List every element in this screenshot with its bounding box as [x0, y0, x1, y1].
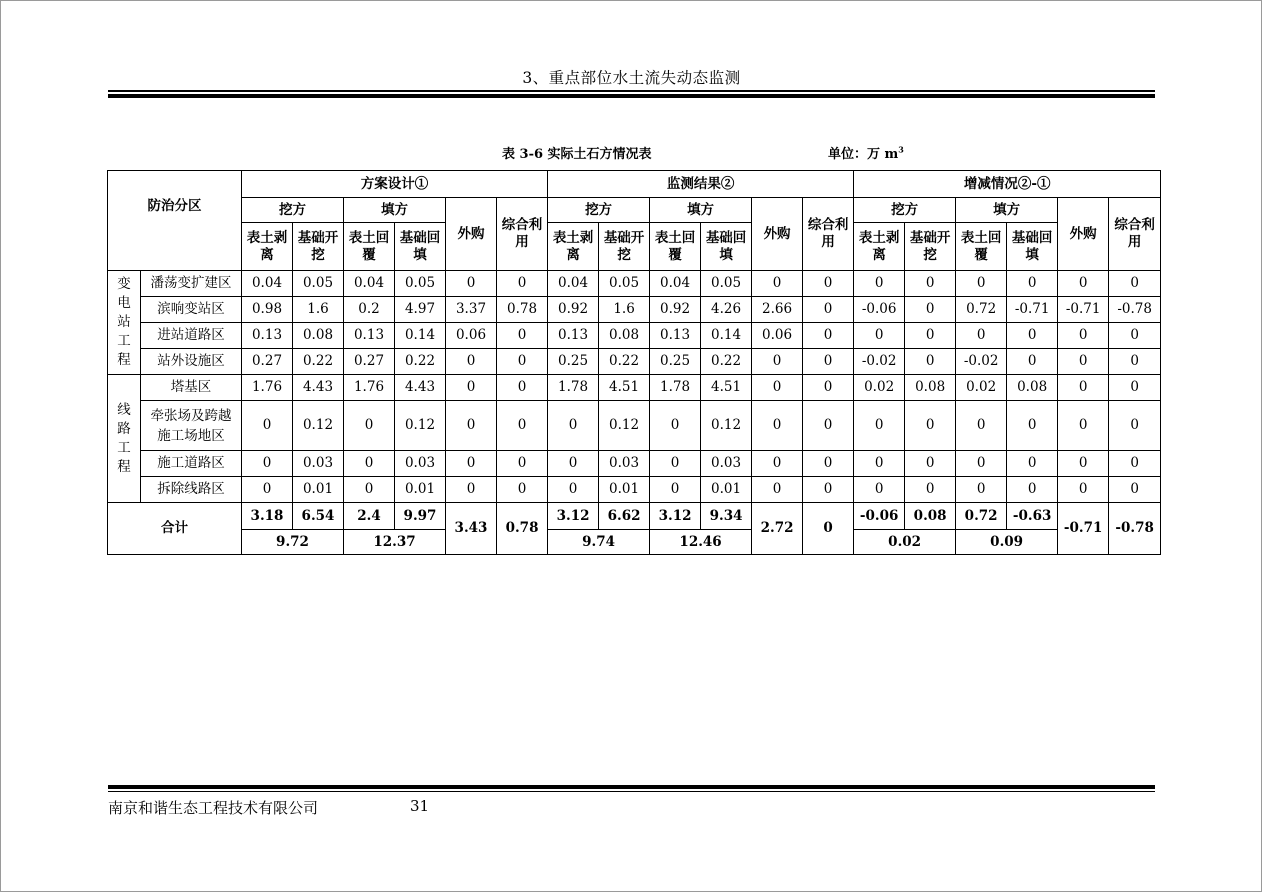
total-cell: 9.97	[395, 503, 446, 530]
value-cell: 0.12	[293, 401, 344, 451]
total-fill-sum: 12.46	[650, 530, 752, 555]
column-header: 基础回填	[395, 223, 446, 271]
value-cell: 0	[956, 271, 1007, 297]
value-cell: 0.03	[395, 451, 446, 477]
value-cell: 0.12	[395, 401, 446, 451]
column-header: 表土回覆	[650, 223, 701, 271]
value-cell: 2.66	[752, 297, 803, 323]
value-cell: 0	[956, 477, 1007, 503]
value-cell: 0.01	[701, 477, 752, 503]
value-cell: 0.08	[293, 323, 344, 349]
reuse-header: 综合利用	[803, 198, 854, 271]
value-cell: 0	[905, 401, 956, 451]
row-label: 牵张场及跨越施工场地区	[141, 401, 242, 451]
footer-rule-thick	[108, 785, 1155, 789]
page-header-title: 3、重点部位水土流失动态监测	[522, 69, 741, 87]
value-cell: 0	[1007, 349, 1058, 375]
value-cell: 0.13	[242, 323, 293, 349]
value-cell: 0	[446, 271, 497, 297]
value-cell: 0.05	[395, 271, 446, 297]
value-cell: 0.04	[344, 271, 395, 297]
total-label: 合计	[108, 503, 242, 555]
total-cell: 0.08	[905, 503, 956, 530]
value-cell: -0.06	[854, 297, 905, 323]
value-cell: 0.05	[701, 271, 752, 297]
value-cell: 0.08	[599, 323, 650, 349]
value-cell: 0.13	[548, 323, 599, 349]
value-cell: 1.6	[293, 297, 344, 323]
value-cell: 0.05	[293, 271, 344, 297]
value-cell: 4.43	[293, 375, 344, 401]
value-cell: 0	[650, 451, 701, 477]
value-cell: 0	[446, 375, 497, 401]
row-label: 塔基区	[141, 375, 242, 401]
value-cell: 0	[956, 323, 1007, 349]
value-cell: 0.27	[344, 349, 395, 375]
value-cell: 0	[1058, 401, 1109, 451]
value-cell: 0.01	[599, 477, 650, 503]
value-cell: 0	[497, 401, 548, 451]
total-buy-cell: -0.71	[1058, 503, 1109, 555]
reuse-header: 综合利用	[497, 198, 548, 271]
total-cell: 0.72	[956, 503, 1007, 530]
value-cell: 0	[548, 401, 599, 451]
total-buy-cell: 2.72	[752, 503, 803, 555]
dig-header: 挖方	[242, 198, 344, 223]
value-cell: -0.71	[1007, 297, 1058, 323]
value-cell: 0	[905, 477, 956, 503]
value-cell: 3.37	[446, 297, 497, 323]
value-cell: 0	[1058, 477, 1109, 503]
value-cell: 0.22	[599, 349, 650, 375]
value-cell: 4.51	[701, 375, 752, 401]
value-cell: 0	[752, 451, 803, 477]
value-cell: 0	[803, 349, 854, 375]
value-cell: 0	[650, 477, 701, 503]
value-cell: 1.76	[242, 375, 293, 401]
column-header: 基础开挖	[905, 223, 956, 271]
value-cell: 0	[854, 323, 905, 349]
value-cell: 0.78	[497, 297, 548, 323]
value-cell: 0.06	[752, 323, 803, 349]
value-cell: 0.22	[701, 349, 752, 375]
value-cell: 0	[905, 451, 956, 477]
value-cell: 4.51	[599, 375, 650, 401]
table-caption: 表 3-6 实际土石方情况表	[502, 147, 652, 162]
value-cell: 0.01	[395, 477, 446, 503]
value-cell: 0.92	[650, 297, 701, 323]
total-cell: 3.12	[650, 503, 701, 530]
value-cell: 0.08	[905, 375, 956, 401]
value-cell: 0	[344, 451, 395, 477]
value-cell: 0	[905, 297, 956, 323]
value-cell: 0.72	[956, 297, 1007, 323]
value-cell: 0	[905, 271, 956, 297]
value-cell: 0	[1058, 375, 1109, 401]
total-cell: 6.54	[293, 503, 344, 530]
value-cell: 0	[803, 401, 854, 451]
value-cell: 0.03	[599, 451, 650, 477]
value-cell: 0.01	[293, 477, 344, 503]
value-cell: 0	[905, 323, 956, 349]
value-cell: 0	[803, 477, 854, 503]
value-cell: 0	[446, 401, 497, 451]
value-cell: 0	[497, 451, 548, 477]
value-cell: 0.14	[701, 323, 752, 349]
value-cell: 0.12	[701, 401, 752, 451]
value-cell: 0.22	[395, 349, 446, 375]
value-cell: 0	[242, 477, 293, 503]
total-dig-sum: 9.72	[242, 530, 344, 555]
value-cell: 0.13	[650, 323, 701, 349]
value-cell: 0	[242, 401, 293, 451]
value-cell: 0	[803, 297, 854, 323]
value-cell: 0	[1007, 477, 1058, 503]
column-header: 表土剥离	[854, 223, 905, 271]
value-cell: 0	[1058, 349, 1109, 375]
row-label: 进站道路区	[141, 323, 242, 349]
value-cell: 1.78	[548, 375, 599, 401]
column-header: 基础回填	[1007, 223, 1058, 271]
earthwork-table	[107, 170, 1161, 555]
value-cell: -0.02	[854, 349, 905, 375]
total-dig-sum: 9.74	[548, 530, 650, 555]
group-header: 监测结果②	[548, 171, 854, 198]
value-cell: 0	[752, 271, 803, 297]
value-cell: 0.12	[599, 401, 650, 451]
column-header: 基础回填	[701, 223, 752, 271]
value-cell: 0	[497, 477, 548, 503]
value-cell: 0	[956, 451, 1007, 477]
value-cell: 1.76	[344, 375, 395, 401]
value-cell: 0	[803, 451, 854, 477]
column-header: 基础开挖	[293, 223, 344, 271]
value-cell: 0	[854, 451, 905, 477]
value-cell: 0	[956, 401, 1007, 451]
value-cell: 0.92	[548, 297, 599, 323]
value-cell: 0	[905, 349, 956, 375]
value-cell: 0.04	[242, 271, 293, 297]
group-header: 方案设计①	[242, 171, 548, 198]
value-cell: 0	[803, 271, 854, 297]
row-label: 站外设施区	[141, 349, 242, 375]
buy-header: 外购	[446, 198, 497, 271]
total-cell: -0.06	[854, 503, 905, 530]
value-cell: 0	[1058, 271, 1109, 297]
value-cell: 0.08	[1007, 375, 1058, 401]
value-cell: 0	[1109, 271, 1161, 297]
value-cell: 0	[548, 451, 599, 477]
value-cell: 0	[344, 477, 395, 503]
total-cell: 3.12	[548, 503, 599, 530]
dig-header: 挖方	[548, 198, 650, 223]
total-cell: 9.34	[701, 503, 752, 530]
value-cell: 1.6	[599, 297, 650, 323]
total-cell: 3.18	[242, 503, 293, 530]
value-cell: 0	[854, 477, 905, 503]
value-cell: 0.05	[599, 271, 650, 297]
value-cell: 0.02	[854, 375, 905, 401]
value-cell: -0.02	[956, 349, 1007, 375]
value-cell: 0.04	[548, 271, 599, 297]
buy-header: 外购	[752, 198, 803, 271]
dig-header: 挖方	[854, 198, 956, 223]
value-cell: 0	[497, 323, 548, 349]
reuse-header: 综合利用	[1109, 198, 1161, 271]
value-cell: 0	[446, 451, 497, 477]
value-cell: 0	[752, 349, 803, 375]
value-cell: 0	[446, 477, 497, 503]
column-header: 表土剥离	[242, 223, 293, 271]
fill-header: 填方	[956, 198, 1058, 223]
value-cell: 0.98	[242, 297, 293, 323]
total-reuse-cell: 0	[803, 503, 854, 555]
group-header: 增减情况②-①	[854, 171, 1161, 198]
value-cell: 0.25	[650, 349, 701, 375]
value-cell: 0	[1109, 477, 1161, 503]
value-cell: 0	[752, 375, 803, 401]
value-cell: 0	[1109, 349, 1161, 375]
total-buy-cell: 3.43	[446, 503, 497, 555]
value-cell: 0	[1109, 451, 1161, 477]
value-cell: 0	[650, 401, 701, 451]
column-header: 表土回覆	[344, 223, 395, 271]
total-reuse-cell: 0.78	[497, 503, 548, 555]
table-unit: 单位：万 $m^3$	[828, 144, 904, 162]
column-header: 基础开挖	[599, 223, 650, 271]
value-cell: 0	[497, 271, 548, 297]
value-cell: 0.13	[344, 323, 395, 349]
total-dig-sum: 0.02	[854, 530, 956, 555]
section-label: 线路工程	[108, 375, 141, 503]
footer-rule-thin	[108, 791, 1155, 792]
value-cell: 0.04	[650, 271, 701, 297]
value-cell: 0	[1007, 401, 1058, 451]
value-cell: 0.14	[395, 323, 446, 349]
value-cell: 4.26	[701, 297, 752, 323]
value-cell: 0.27	[242, 349, 293, 375]
total-cell: 6.62	[599, 503, 650, 530]
value-cell: 0	[1109, 323, 1161, 349]
value-cell: 0	[446, 349, 497, 375]
value-cell: 0.2	[344, 297, 395, 323]
fill-header: 填方	[650, 198, 752, 223]
total-cell: -0.63	[1007, 503, 1058, 530]
value-cell: 0.03	[293, 451, 344, 477]
total-reuse-cell: -0.78	[1109, 503, 1161, 555]
header-rule-thin	[108, 90, 1155, 92]
value-cell: 0	[1058, 451, 1109, 477]
corner-header: 防治分区	[108, 171, 242, 271]
footer-company: 南京和谐生态工程技术有限公司	[108, 799, 319, 817]
value-cell: 0	[752, 477, 803, 503]
value-cell: 0.02	[956, 375, 1007, 401]
total-cell: 2.4	[344, 503, 395, 530]
value-cell: 0	[1109, 375, 1161, 401]
value-cell: 0	[242, 451, 293, 477]
row-label: 滨响变站区	[141, 297, 242, 323]
value-cell: 0	[803, 323, 854, 349]
value-cell: 0	[1007, 451, 1058, 477]
value-cell: 0.22	[293, 349, 344, 375]
value-cell: 0.25	[548, 349, 599, 375]
row-label: 拆除线路区	[141, 477, 242, 503]
value-cell: 4.43	[395, 375, 446, 401]
value-cell: 0	[497, 375, 548, 401]
value-cell: 0.03	[701, 451, 752, 477]
column-header: 表土回覆	[956, 223, 1007, 271]
row-label: 潘荡变扩建区	[141, 271, 242, 297]
value-cell: 0	[344, 401, 395, 451]
value-cell: 0.06	[446, 323, 497, 349]
value-cell: 0	[1058, 323, 1109, 349]
value-cell: 0	[752, 401, 803, 451]
value-cell: 1.78	[650, 375, 701, 401]
header-rule-thick	[108, 94, 1155, 98]
section-label: 变电站工程	[108, 271, 141, 375]
value-cell: 0	[1109, 401, 1161, 451]
value-cell: -0.78	[1109, 297, 1161, 323]
total-fill-sum: 12.37	[344, 530, 446, 555]
value-cell: 0	[854, 401, 905, 451]
value-cell: 0	[803, 375, 854, 401]
value-cell: 0	[854, 271, 905, 297]
value-cell: 4.97	[395, 297, 446, 323]
column-header: 表土剥离	[548, 223, 599, 271]
fill-header: 填方	[344, 198, 446, 223]
value-cell: -0.71	[1058, 297, 1109, 323]
buy-header: 外购	[1058, 198, 1109, 271]
value-cell: 0	[1007, 323, 1058, 349]
value-cell: 0	[1007, 271, 1058, 297]
page-number: 31	[410, 797, 430, 815]
value-cell: 0	[497, 349, 548, 375]
total-fill-sum: 0.09	[956, 530, 1058, 555]
value-cell: 0	[548, 477, 599, 503]
row-label: 施工道路区	[141, 451, 242, 477]
